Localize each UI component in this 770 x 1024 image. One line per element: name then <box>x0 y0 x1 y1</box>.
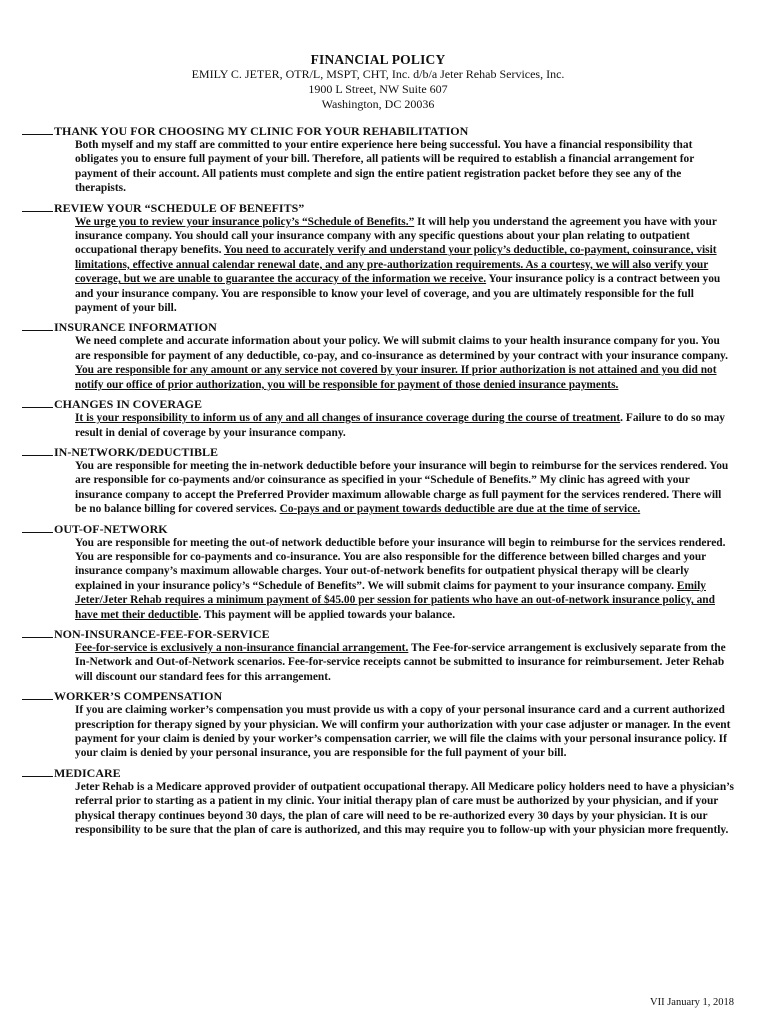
body-text: The Fee-for-service arrangement is exclusively separate from the In-Network and Out-of-Network scenarios. Fee-for-service receipts cannot be submitted to insurance for reimbursement. Jeter Rehab will discount our standard fees for this arrangement. <box>75 641 726 683</box>
policy-sections <box>22 124 734 837</box>
policy-section <box>22 320 734 392</box>
section-title-text: MEDICARE <box>54 765 121 780</box>
body-text: We need complete and accurate information about your policy. We will submit claims to your health insurance company for you. You are responsible for payment of any deductible, co-pay, and co-insurance as determined by your contract with your insurance company. <box>75 335 728 362</box>
document-header <box>22 52 734 112</box>
document-title: FINANCIAL POLICY <box>310 52 446 67</box>
initial-blank-line[interactable] <box>22 627 53 638</box>
policy-section <box>22 522 734 622</box>
policy-section <box>22 124 734 196</box>
section-title <box>22 201 734 215</box>
policy-section <box>22 445 734 517</box>
body-text: . This payment will be applied towards your balance. <box>198 608 456 621</box>
city-state-zip: Washington, DC 20036 <box>321 97 435 111</box>
underlined-text: We urge you to review your insurance policy’s “Schedule of Benefits.” <box>75 215 415 228</box>
section-title <box>22 689 734 703</box>
section-body <box>75 411 734 440</box>
version-date: VII January 1, 2018 <box>650 997 734 1008</box>
section-title <box>22 627 734 641</box>
section-title <box>22 320 734 334</box>
initial-blank-line[interactable] <box>22 689 53 700</box>
body-text: It will help you understand the agreement you have with your insurance company. You should call your insurance company with any specific questions about your plan relating to outpatient occupational therapy benefits. <box>75 215 717 257</box>
underlined-text: You are responsible for any amount or any service not covered by your insurer. If prior authorization is not attained and you did not notify our office of prior authorization, you will be responsible for payment of those denied insurance payments. <box>75 364 717 391</box>
section-title <box>22 445 734 459</box>
section-body <box>75 215 734 316</box>
body-text: Both myself and my staff are committed to your entire experience here being successful. You have a financial responsibility that obligates you to ensure full payment of your bill. Therefore, all patients will be required to establish a financial arrangement for payment of their account. All patients must complete and sign the entire patient registration packet before they see any of the therapists. <box>75 139 695 195</box>
section-body <box>75 138 734 196</box>
body-text: Jeter Rehab is a Medicare approved provider of outpatient occupational therapy. All Medicare policy holders need to have a physician’s referral prior to starting as a patient in my clinic. Your initial therapy plan of care must be authorized by your physician, and if your physical therapy continues beyond 30 days, the plan of care will need to be re-authorized every 30 days by your physician. It is our responsibility to be sure that the plan of care is authorized, and this may require you to follow-up with your physician more frequently. <box>75 780 734 837</box>
initial-blank-line[interactable] <box>22 445 53 456</box>
policy-section <box>22 766 734 838</box>
section-title <box>22 397 734 411</box>
section-body <box>75 536 734 622</box>
underlined-text: It is your responsibility to inform us of any and all changes of insurance coverage during the course of treatment <box>75 412 621 425</box>
section-title-text: IN-NETWORK/DEDUCTIBLE <box>54 444 219 459</box>
section-body <box>75 334 734 392</box>
section-title-text: OUT-OF-NETWORK <box>54 521 168 536</box>
section-title-text: REVIEW YOUR “SCHEDULE OF BENEFITS” <box>54 200 305 215</box>
section-body <box>75 459 734 517</box>
initial-blank-line[interactable] <box>22 201 53 212</box>
underlined-text: Emily Jeter/Jeter Rehab requires a minimum payment of $45.00 per session for patients who have an out-of-network insurance policy, and have met their deductible <box>75 579 715 621</box>
initial-blank-line[interactable] <box>22 320 53 331</box>
initial-blank-line[interactable] <box>22 522 53 533</box>
body-text: Your insurance policy is a contract between you and your insurance company. You are responsible to know your level of coverage, and you are ultimately responsible for the full payment of your bill. <box>75 273 721 315</box>
section-title-text: CHANGES IN COVERAGE <box>54 397 203 412</box>
document-page <box>22 52 734 837</box>
policy-section <box>22 397 734 440</box>
street-address: 1900 L Street, NW Suite 607 <box>308 82 448 96</box>
body-text: If you are claiming worker’s compensation you must provide us with a copy of your personal insurance card and a current authorized prescription for therapy signed by your physician. We will confirm your authorization with your case adjuster or manager. In the event payment for your claim is denied by your worker’s compensation carrier, we will file the claims with your personal insurance policy. If your claim is denied by your personal insurance, you are responsible for the full payment of your bill. <box>75 704 731 760</box>
policy-section <box>22 627 734 684</box>
body-text: You are responsible for meeting the out-of network deductible before your insurance will begin to reimburse for the services rendered. You are responsible for co-payments and co-insurance. You are also responsible for the difference between billed charges and your insurance company’s maximum allowable charges. Your out-of-network benefits for outpatient physical therapy will be clearly explained in your insurance policy’s “Schedule of Benefits”. We will submit claims for payment to your insurance company. <box>75 536 726 592</box>
policy-section <box>22 689 734 761</box>
section-title-text: WORKER’S COMPENSATION <box>54 689 223 704</box>
section-title <box>22 766 734 780</box>
initial-blank-line[interactable] <box>22 397 53 408</box>
underlined-text: Fee-for-service is exclusively a non-insurance financial arrangement. <box>75 641 409 654</box>
initial-blank-line[interactable] <box>22 766 53 777</box>
section-title-text: THANK YOU FOR CHOOSING MY CLINIC FOR YOUR REHABILITATION <box>54 124 469 138</box>
section-body <box>75 780 734 838</box>
section-title <box>22 522 734 536</box>
section-body <box>75 703 734 761</box>
provider-name: EMILY C. JETER, OTR/L, MSPT, CHT, Inc. d/b/a Jeter Rehab Services, Inc. <box>191 67 565 81</box>
policy-section <box>22 201 734 316</box>
section-title <box>22 124 734 138</box>
section-body <box>75 641 734 684</box>
body-text: . Failure to do so may result in denial of coverage by your insurance company. <box>75 412 726 439</box>
section-title-text: INSURANCE INFORMATION <box>54 320 217 335</box>
underlined-text: Co-pays and or payment towards deductible are due at the time of service. <box>279 503 641 516</box>
underlined-text: You need to accurately verify and understand your policy’s deductible, co-payment, coinsurance, visit limitations, effective annual calendar renewal date, and any pre-authorization requirements. As a courtesy, we will also verify your coverage, but we are unable to guarantee the accuracy of the information we receive. <box>75 244 717 286</box>
body-text: You are responsible for meeting the in-network deductible before your insurance will begin to reimburse for the services rendered. You are responsible for co-payments and/or coinsurance as specified in your “Schedule of Benefits.” My clinic has agreed with your insurance company to accept the Preferred Provider maximum allowable charge as full payment for the services rendered. There will be no balance billing for covered services. <box>75 459 729 516</box>
section-title-text: NON-INSURANCE-FEE-FOR-SERVICE <box>54 626 270 641</box>
initial-blank-line[interactable] <box>22 124 53 135</box>
